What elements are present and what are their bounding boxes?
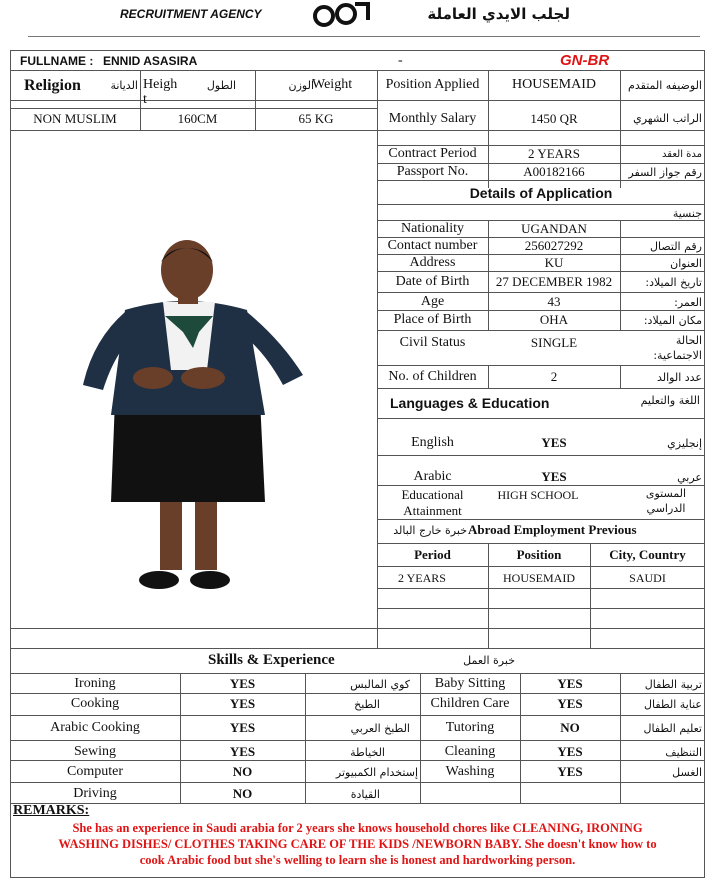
education-label: Educational Attainment [401,487,464,518]
contract-label: Contract Period [388,146,477,161]
abroad-row-city: SAUDI [629,571,666,585]
skill-label-baby-sitting: Baby Sitting [434,676,506,691]
detail-value-dob: 27 DECEMBER 1982 [495,274,613,289]
detail-value-pob: OHA [539,312,569,327]
skill-value-cleaning: YES [557,744,583,759]
fullname-label: FULLNAME : [20,54,94,68]
skill-label-cooking: Cooking [70,696,120,711]
skill-label-children-care: Children Care [430,696,510,711]
detail-label-nationality: Nationality [401,221,464,236]
arabic-label: Arabic [413,469,452,484]
arabic-label-ar: عربي [677,471,702,484]
skills-heading: Skills & Experience [208,652,335,668]
position-label: Position Applied [385,77,480,92]
weight-label: Weight [312,77,353,92]
contract-value: 2 YEARS [528,146,580,161]
detail-value-nationality: UGANDAN [521,221,587,236]
detail-label-children: No. of Children [388,369,477,384]
fullname-dash: - [398,53,403,68]
religion-label-ar: الديانة [110,79,138,92]
education-label-ar: المستوى الدراسي [645,487,687,515]
skill-ar-cleaning: التنظيف [665,746,702,759]
skill-value-driving: NO [232,786,253,801]
position-value: HOUSEMAID [512,77,596,92]
salary-label: Monthly Salary [388,111,477,126]
detail-label-dob: Date of Birth [395,274,470,289]
weight-label-ar: الوزن [288,79,314,92]
position-label-ar: الوضيفه المتقدم [628,79,702,92]
detail-ar-civil: الحالة الاجتماعية: [653,334,702,362]
skill-ar-sewing: الخياطة [350,746,385,759]
detail-ar-pob: مكان الميلاد: [643,314,702,327]
skill-value-baby-sitting: YES [557,676,583,691]
skill-ar-driving: القيادة [350,788,380,801]
skill-ar-computer: إستخدام الكمبيوتر [335,766,418,779]
english-label-ar: إنجليزي [667,437,702,450]
nationality-ar: جنسية [672,207,702,220]
skill-value-computer: NO [232,764,253,779]
contract-label-ar: مدة العقد [662,149,702,160]
detail-label-age: Age [420,294,445,309]
abroad-heading-ar: خبرة خارج البالد [393,524,467,537]
skills-heading-ar: خبرة العمل [463,654,515,667]
religion-label: Religion [24,77,81,94]
education-value: HIGH SCHOOL [497,488,579,502]
passport-value: A00182166 [523,164,585,179]
fullname-value: ENNID ASASIRA [103,54,198,68]
skill-label-computer: Computer [67,764,123,779]
religion-value: NON MUSLIM [33,111,117,126]
skill-value-cooking: YES [229,696,256,711]
detail-ar-children: عدد الوالد [656,371,702,384]
detail-label-contact: Contact number [387,238,478,253]
salary-label-ar: الراتب الشهري [633,112,702,125]
skill-value-tutoring: NO [560,720,580,735]
abroad-col-city: City, Country [609,547,686,562]
agency-tagline-ar: لجلب الايدي العاملة [427,5,570,23]
skill-label-sewing: Sewing [74,744,116,759]
detail-ar-address: العنوان [670,257,702,270]
skill-label-driving: Driving [73,786,117,801]
skill-ar-cooking: الطبخ [354,698,380,711]
english-value: YES [541,435,567,450]
skill-ar-baby-sitting: تربية الطفال [644,678,702,691]
skill-label-arabic-cooking: Arabic Cooking [50,720,140,735]
applicant-photo [75,240,310,595]
skill-value-washing: YES [557,764,583,779]
detail-label-pob: Place of Birth [393,312,472,327]
skill-label-cleaning: Cleaning [444,744,496,759]
agency-name: RECRUITMENT AGENCY [120,7,262,21]
detail-ar-contact: رقم التصال [650,240,702,253]
skill-value-arabic-cooking: YES [229,720,256,735]
abroad-col-position: Position [516,547,562,562]
detail-value-children: 2 [550,369,558,384]
skill-value-children-care: YES [557,696,583,711]
detail-label-address: Address [409,255,456,270]
skill-label-ironing: Ironing [74,676,116,691]
abroad-heading: Abroad Employment Previous [468,522,637,537]
height-label: Heigh t [143,77,178,107]
detail-ar-age: العمر: [674,296,702,309]
skill-label-washing: Washing [445,764,495,779]
details-heading: Details of Application [469,185,613,201]
detail-value-civil: SINGLE [530,335,578,350]
detail-value-age: 43 [547,294,561,309]
remarks-line-2: WASHING DISHES/ CLOTHES TAKING CARE OF THE KIDS /NEWBORN BABY. She doesn't know how to [58,837,657,851]
detail-label-civil: Civil Status [399,335,466,350]
height-value: 160CM [177,111,218,126]
skill-ar-tutoring: تعليم الطفال [643,722,702,735]
abroad-row-position: HOUSEMAID [503,571,575,585]
passport-label: Passport No. [396,164,469,179]
abroad-row-period: 2 YEARS [398,571,446,585]
skill-ar-washing: الغسل [672,766,702,779]
remarks-label: REMARKS: [13,803,90,818]
arabic-value: YES [541,469,567,484]
remarks-line-3: cook Arabic food but she's welling to learn she is honest and hardworking person. [139,853,576,867]
height-label-ar: الطول [206,79,236,92]
languages-heading: Languages & Education [390,395,550,411]
english-label: English [411,435,454,450]
skill-value-sewing: YES [229,744,256,759]
remarks-line-1: She has an experience in Saudi arabia for 2 years she knows household chores like CLEANING, IRONING [72,821,643,835]
worker-code: GN-BR [560,52,610,69]
passport-label-ar: رقم جواز السفر [628,166,702,179]
logo [310,0,370,30]
detail-value-address: KU [544,255,564,270]
weight-value: 65 KG [298,111,334,126]
skill-ar-ironing: كوي المالبس [350,678,410,691]
skill-label-tutoring: Tutoring [445,720,495,735]
detail-value-contact: 256027292 [524,238,584,253]
salary-value: 1450 QR [530,111,578,126]
languages-heading-ar: اللغة والتعليم [640,394,700,407]
skill-value-ironing: YES [229,676,256,691]
skill-ar-children-care: عناية الطفال [643,698,702,711]
skill-ar-arabic-cooking: الطبخ العربي [350,722,410,735]
detail-ar-dob: تاريخ الميلاد: [645,276,702,289]
abroad-col-period: Period [414,547,451,562]
